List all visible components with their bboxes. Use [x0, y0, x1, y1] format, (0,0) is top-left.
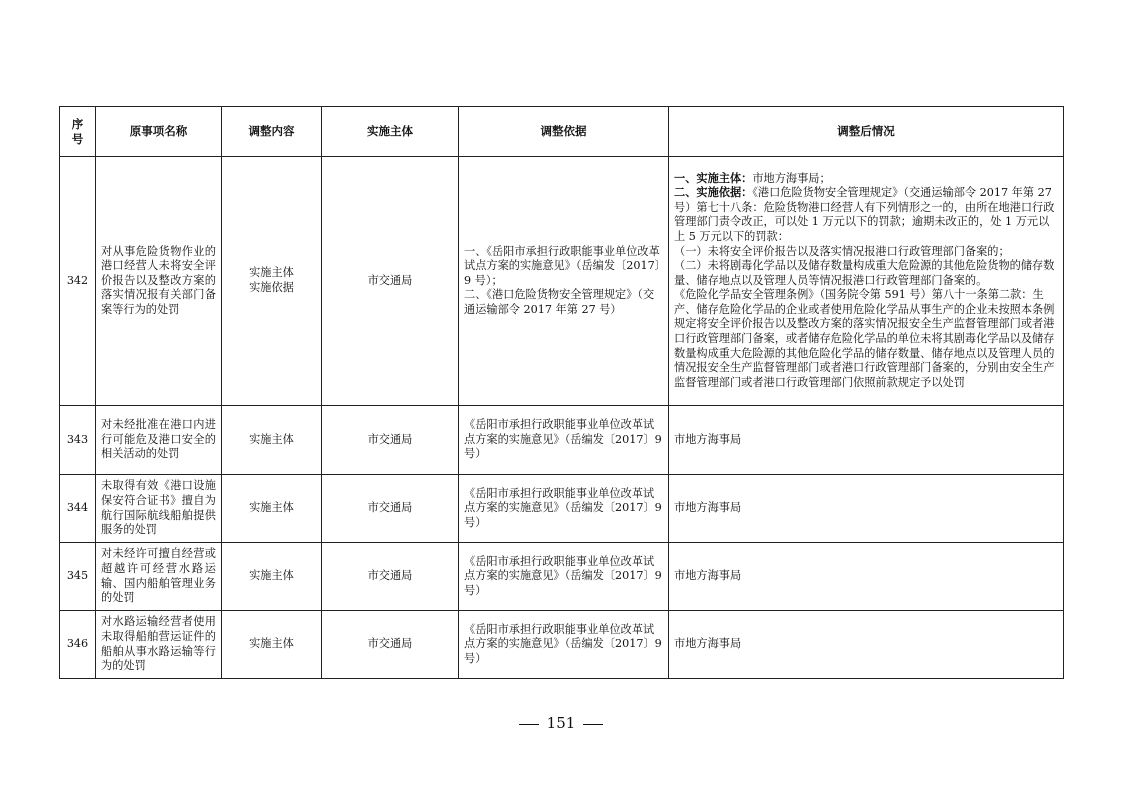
- table-row: [60, 543, 1064, 611]
- header-no: 序 号: [60, 107, 96, 157]
- after-line-4: （二）未将剧毒化学品以及储存数量构成重大危险源的其他危险货物的储存数量、储存地点以及管理人员等情况报港口行政管理部门备案的。: [674, 259, 1055, 287]
- after-text-1: 市地方海事局；: [752, 171, 831, 185]
- after-line-3: （一）未将安全评价报告以及落实情况报港口行政管理部门备案的；: [674, 244, 1010, 258]
- row-name: 对未经批准在港口内进行可能危及港口安全的相关活动的处罚: [96, 406, 222, 475]
- row-no: 343: [60, 406, 96, 475]
- table-header-row: [60, 107, 1064, 157]
- page-number-text: 151: [546, 714, 576, 732]
- row-name: 对从事危险货物作业的港口经营人未将安全评价报告以及整改方案的落实情况报有关部门备案等行为的处罚: [96, 157, 222, 406]
- page-dash-left: [519, 724, 539, 725]
- row-basis-2: 二、《港口危险货物安全管理规定》（交通运输部令 2017 年第 27 号）: [464, 288, 655, 316]
- row-after: 市地方海事局: [669, 611, 1064, 679]
- after-line-1: [674, 172, 1058, 187]
- row-subject: 市交通局: [322, 475, 459, 543]
- row-basis: [459, 157, 669, 406]
- after-label-1: 一、实施主体：: [674, 171, 753, 185]
- header-after: 调整后情况: [669, 107, 1064, 157]
- table-row: [60, 611, 1064, 679]
- page-number: [0, 714, 1122, 732]
- header-name: 原事项名称: [96, 107, 222, 157]
- header-basis: 调整依据: [459, 107, 669, 157]
- row-no: 345: [60, 543, 96, 611]
- row-adjust: 实施主体: [222, 611, 322, 679]
- table-row: [60, 157, 1064, 406]
- row-subject: 市交通局: [322, 406, 459, 475]
- row-adjust-2: 实施依据: [249, 281, 294, 294]
- adjustment-table: [59, 106, 1064, 679]
- row-basis: 《岳阳市承担行政职能事业单位改革试点方案的实施意见》（岳编发〔2017〕9 号）: [459, 406, 669, 475]
- table-row: [60, 406, 1064, 475]
- header-subject: 实施主体: [322, 107, 459, 157]
- row-no: 346: [60, 611, 96, 679]
- after-text-2: 《港口危险货物安全管理规定》（交通运输部令 2017 年第 27 号）第七十八条：危险货物港口经营人有下列情形之一的，由所在地港口行政管理部门责令改正，可以处 1 万元以下的罚款；逾期未改正的，处 1 万元以上 5 万元以下的罚款：: [674, 186, 1055, 244]
- row-basis-1: 一、《岳阳市承担行政职能事业单位改革试点方案的实施意见》（岳编发〔2017〕9 号）；: [464, 244, 661, 287]
- row-basis: 《岳阳市承担行政职能事业单位改革试点方案的实施意见》（岳编发〔2017〕9 号）: [459, 543, 669, 611]
- row-adjust: 实施主体: [222, 475, 322, 543]
- row-adjust: 实施主体: [222, 543, 322, 611]
- row-subject: 市交通局: [322, 157, 459, 406]
- after-label-2: 二、实施依据：: [674, 186, 753, 200]
- row-after: 市地方海事局: [669, 543, 1064, 611]
- row-adjust: [222, 157, 322, 406]
- row-name: 未取得有效《港口设施保安符合证书》擅自为航行国际航线船舶提供服务的处罚: [96, 475, 222, 543]
- row-after: 市地方海事局: [669, 406, 1064, 475]
- row-after: [669, 157, 1064, 406]
- row-basis: 《岳阳市承担行政职能事业单位改革试点方案的实施意见》（岳编发〔2017〕9 号）: [459, 611, 669, 679]
- after-line-2: [674, 186, 1058, 244]
- row-subject: 市交通局: [322, 611, 459, 679]
- row-after: 市地方海事局: [669, 475, 1064, 543]
- after-line-5: 《危险化学品安全管理条例》（国务院令第 591 号）第八十一条第二款：生产、储存危险化学品的企业或者使用危险化学品从事生产的企业未按照本条例规定将安全评价报告以及整改方案的落实情况报安全生产监督管理部门或者港口行政管理部门备案，或者储存危险化学品的单位未将其剧毒化学品以及储存数量构成重大危险源的其他危险化学品的储存数量、储存地点以及管理人员的情况报安全生产监督管理部门或者港口行政管理部门备案的，分别由安全生产监督管理部门或者港口行政管理部门依照前款规定予以处罚: [674, 288, 1055, 389]
- row-no: 342: [60, 157, 96, 406]
- row-name: 对未经许可擅自经营或超越许可经营水路运输、国内船舶管理业务的处罚: [96, 543, 222, 611]
- row-adjust: 实施主体: [222, 406, 322, 475]
- row-basis: 《岳阳市承担行政职能事业单位改革试点方案的实施意见》（岳编发〔2017〕9 号）: [459, 475, 669, 543]
- row-adjust-1: 实施主体: [249, 266, 294, 280]
- header-adjust: 调整内容: [222, 107, 322, 157]
- page-dash-right: [583, 724, 603, 725]
- row-subject: 市交通局: [322, 543, 459, 611]
- row-name: 对水路运输经营者使用未取得船舶营运证件的船舶从事水路运输等行为的处罚: [96, 611, 222, 679]
- table-row: [60, 475, 1064, 543]
- row-no: 344: [60, 475, 96, 543]
